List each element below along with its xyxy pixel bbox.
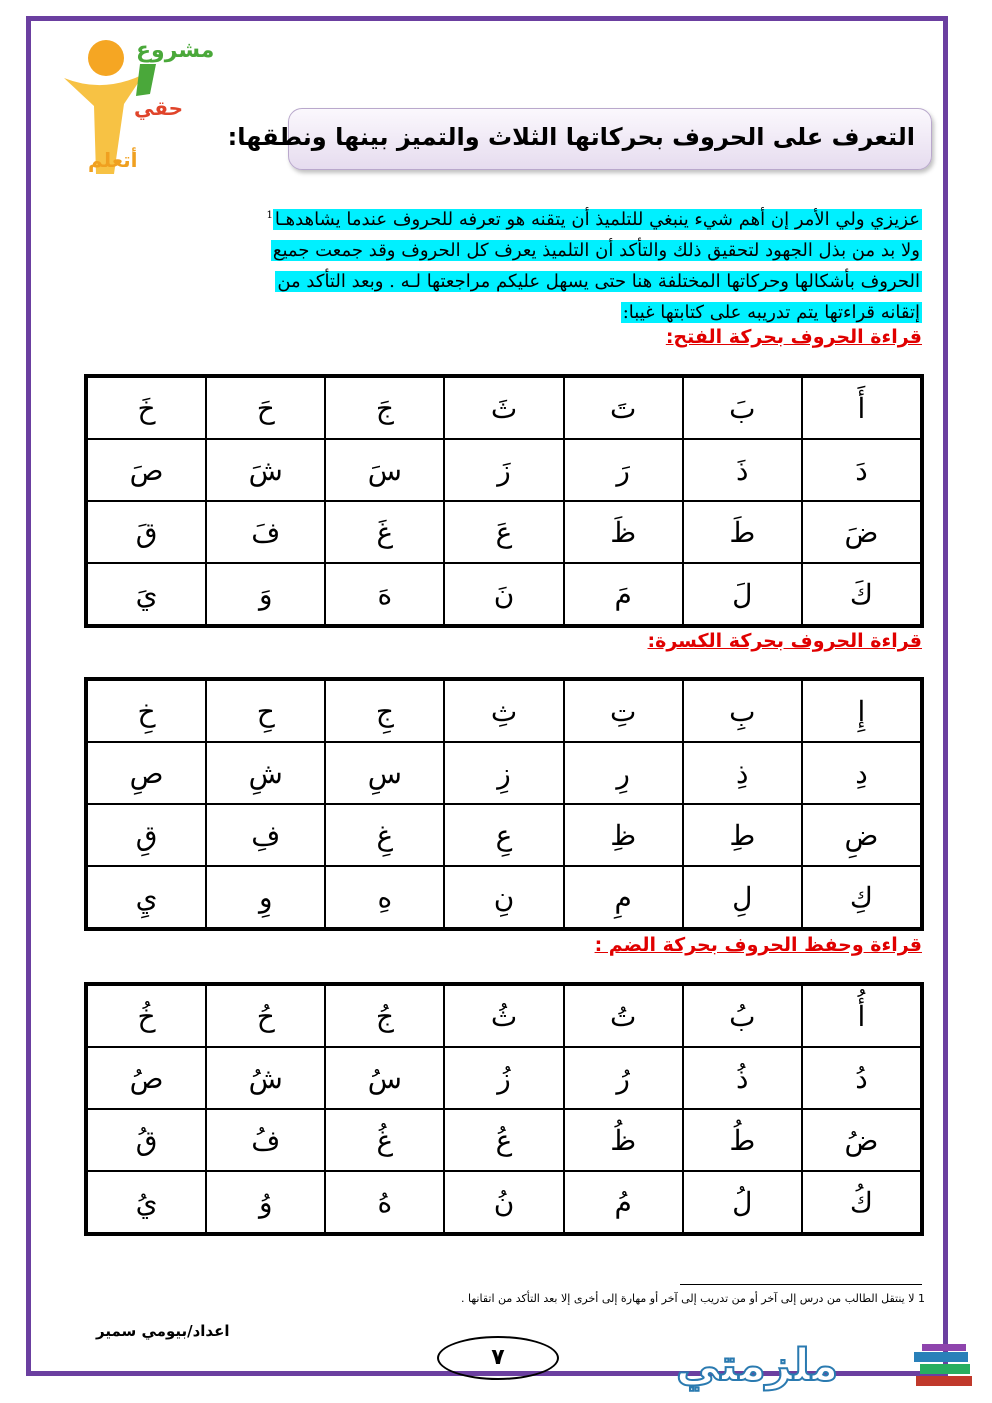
- letter-cell: جَ: [325, 377, 444, 439]
- letter-cell: قِ: [87, 804, 206, 866]
- letter-cell: ذَ: [683, 439, 802, 501]
- letter-cell: غَ: [325, 501, 444, 563]
- table-row: [87, 985, 921, 1047]
- intro-line-3: الحروف بأشكالها وحركاتها المختلفة هنا حتى يسهل عليكم مراجعتها لـه . وبعد التأكد من: [277, 271, 920, 292]
- letter-cell: دُ: [802, 1047, 921, 1109]
- letter-cell: غُ: [325, 1109, 444, 1171]
- letter-cell: كُ: [802, 1171, 921, 1233]
- letter-cell: زِ: [444, 742, 563, 804]
- watermark-logo: ملزمتي: [676, 1340, 839, 1391]
- intro-line-4: إتقانه قراءتها يتم تدريبه على كتابتها غيبا:: [622, 302, 920, 323]
- letter-cell: عِ: [444, 804, 563, 866]
- letter-cell: دِ: [802, 742, 921, 804]
- letter-cell: جُ: [325, 985, 444, 1047]
- footnote-mark: 1: [266, 210, 273, 221]
- letter-cell: فَ: [206, 501, 325, 563]
- letter-cell: نَ: [444, 563, 563, 625]
- letter-cell: زُ: [444, 1047, 563, 1109]
- letter-cell: سُ: [325, 1047, 444, 1109]
- table-row: [87, 804, 921, 866]
- letter-cell: يُ: [87, 1171, 206, 1233]
- letter-cell: إِ: [802, 680, 921, 742]
- letter-cell: شُ: [206, 1047, 325, 1109]
- letter-cell: ظَ: [564, 501, 683, 563]
- letter-cell: شِ: [206, 742, 325, 804]
- letter-cell: خِ: [87, 680, 206, 742]
- letter-cell: بَ: [683, 377, 802, 439]
- intro-line-2: ولا بد من بذل الجهود لتحقيق ذلك والتأكد أن التلميذ يعرف كل الحروف وقد جمعت جميع: [272, 240, 920, 261]
- letter-cell: ظِ: [564, 804, 683, 866]
- logo-text-project: مشروع: [136, 38, 215, 63]
- table-row: [87, 680, 921, 742]
- letter-cell: هُ: [325, 1171, 444, 1233]
- section-title-damma: قراءة وحفظ الحروف بحركة الضم :: [594, 934, 922, 956]
- letter-cell: أُ: [802, 985, 921, 1047]
- letter-cell: لُ: [683, 1171, 802, 1233]
- footnote: 1 لا ينتقل الطالب من درس إلى آخر أو من تدريب إلى آخر أو مهارة إلى أخرى إلا بعد التأكد من اتقانها .: [461, 1292, 925, 1305]
- letter-cell: ثُ: [444, 985, 563, 1047]
- books-icon: [912, 1342, 976, 1390]
- letter-cell: عَ: [444, 501, 563, 563]
- author-credit: اعداد/بيومي سمير: [96, 1322, 230, 1340]
- section-title-fatha: قراءة الحروف بحركة الفتح:: [665, 326, 922, 348]
- letter-cell: تَ: [564, 377, 683, 439]
- letter-cell: فُ: [206, 1109, 325, 1171]
- letter-cell: حَ: [206, 377, 325, 439]
- section-title-kasra: قراءة الحروف بحركة الكسرة:: [647, 630, 922, 652]
- table-row: [87, 1109, 921, 1171]
- letter-cell: ضُ: [802, 1109, 921, 1171]
- letter-cell: سَ: [325, 439, 444, 501]
- letter-cell: كَ: [802, 563, 921, 625]
- intro-paragraph: [150, 200, 922, 328]
- table-row: [87, 563, 921, 625]
- letters-table-damma: [86, 984, 922, 1234]
- letter-cell: ضَ: [802, 501, 921, 563]
- letter-cell: ثَ: [444, 377, 563, 439]
- letter-cell: مَ: [564, 563, 683, 625]
- letter-cell: قَ: [87, 501, 206, 563]
- table-row: [87, 866, 921, 928]
- letters-table-fatha: [86, 376, 922, 626]
- letter-cell: تِ: [564, 680, 683, 742]
- letter-cell: دَ: [802, 439, 921, 501]
- page-number: ٧: [437, 1336, 559, 1380]
- letter-cell: حِ: [206, 680, 325, 742]
- letter-cell: ثِ: [444, 680, 563, 742]
- table-row: [87, 1047, 921, 1109]
- letter-cell: سِ: [325, 742, 444, 804]
- letter-cell: ذُ: [683, 1047, 802, 1109]
- title-box: [227, 108, 932, 170]
- letter-cell: صَ: [87, 439, 206, 501]
- letter-cell: نِ: [444, 866, 563, 928]
- letter-cell: ضِ: [802, 804, 921, 866]
- table-row: [87, 377, 921, 439]
- letter-cell: شَ: [206, 439, 325, 501]
- table-row: [87, 501, 921, 563]
- letter-cell: مِ: [564, 866, 683, 928]
- letter-cell: نُ: [444, 1171, 563, 1233]
- letter-cell: يِ: [87, 866, 206, 928]
- table-row: [87, 439, 921, 501]
- letter-cell: خُ: [87, 985, 206, 1047]
- letter-cell: جِ: [325, 680, 444, 742]
- letter-cell: خَ: [87, 377, 206, 439]
- letter-cell: وِ: [206, 866, 325, 928]
- letter-cell: صِ: [87, 742, 206, 804]
- letter-cell: حُ: [206, 985, 325, 1047]
- letter-cell: ظُ: [564, 1109, 683, 1171]
- letter-cell: عُ: [444, 1109, 563, 1171]
- letter-cell: يَ: [87, 563, 206, 625]
- footnote-separator: [680, 1284, 922, 1285]
- letter-cell: وُ: [206, 1171, 325, 1233]
- letter-cell: طِ: [683, 804, 802, 866]
- logo-text-haqqi: حقي: [134, 96, 184, 120]
- letter-cell: طُ: [683, 1109, 802, 1171]
- letter-cell: بُ: [683, 985, 802, 1047]
- letter-cell: ذِ: [683, 742, 802, 804]
- logo-text-learn: أتعلم: [88, 148, 138, 172]
- letter-cell: مُ: [564, 1171, 683, 1233]
- letter-cell: رُ: [564, 1047, 683, 1109]
- letter-cell: صُ: [87, 1047, 206, 1109]
- table-row: [87, 1171, 921, 1233]
- letter-cell: رَ: [564, 439, 683, 501]
- letter-cell: هَ: [325, 563, 444, 625]
- letter-cell: كِ: [802, 866, 921, 928]
- letter-cell: قُ: [87, 1109, 206, 1171]
- letter-cell: بِ: [683, 680, 802, 742]
- letter-cell: زَ: [444, 439, 563, 501]
- letter-cell: وَ: [206, 563, 325, 625]
- letter-cell: طَ: [683, 501, 802, 563]
- letter-cell: رِ: [564, 742, 683, 804]
- letter-cell: هِ: [325, 866, 444, 928]
- letter-cell: لَ: [683, 563, 802, 625]
- letters-table-kasra: [86, 679, 922, 929]
- letter-cell: غِ: [325, 804, 444, 866]
- letter-cell: لِ: [683, 866, 802, 928]
- letter-cell: تُ: [564, 985, 683, 1047]
- letter-cell: فِ: [206, 804, 325, 866]
- letter-cell: أَ: [802, 377, 921, 439]
- intro-line-1: عزيزي ولي الأمر إن أهم شيء ينبغي للتلميذ أن يتقنه هو تعرفه للحروف عندما يشاهدهـا: [274, 209, 920, 230]
- table-row: [87, 742, 921, 804]
- page-title: التعرف على الحروف بحركاتها الثلاث والتميز بينها ونطقها:: [227, 123, 915, 151]
